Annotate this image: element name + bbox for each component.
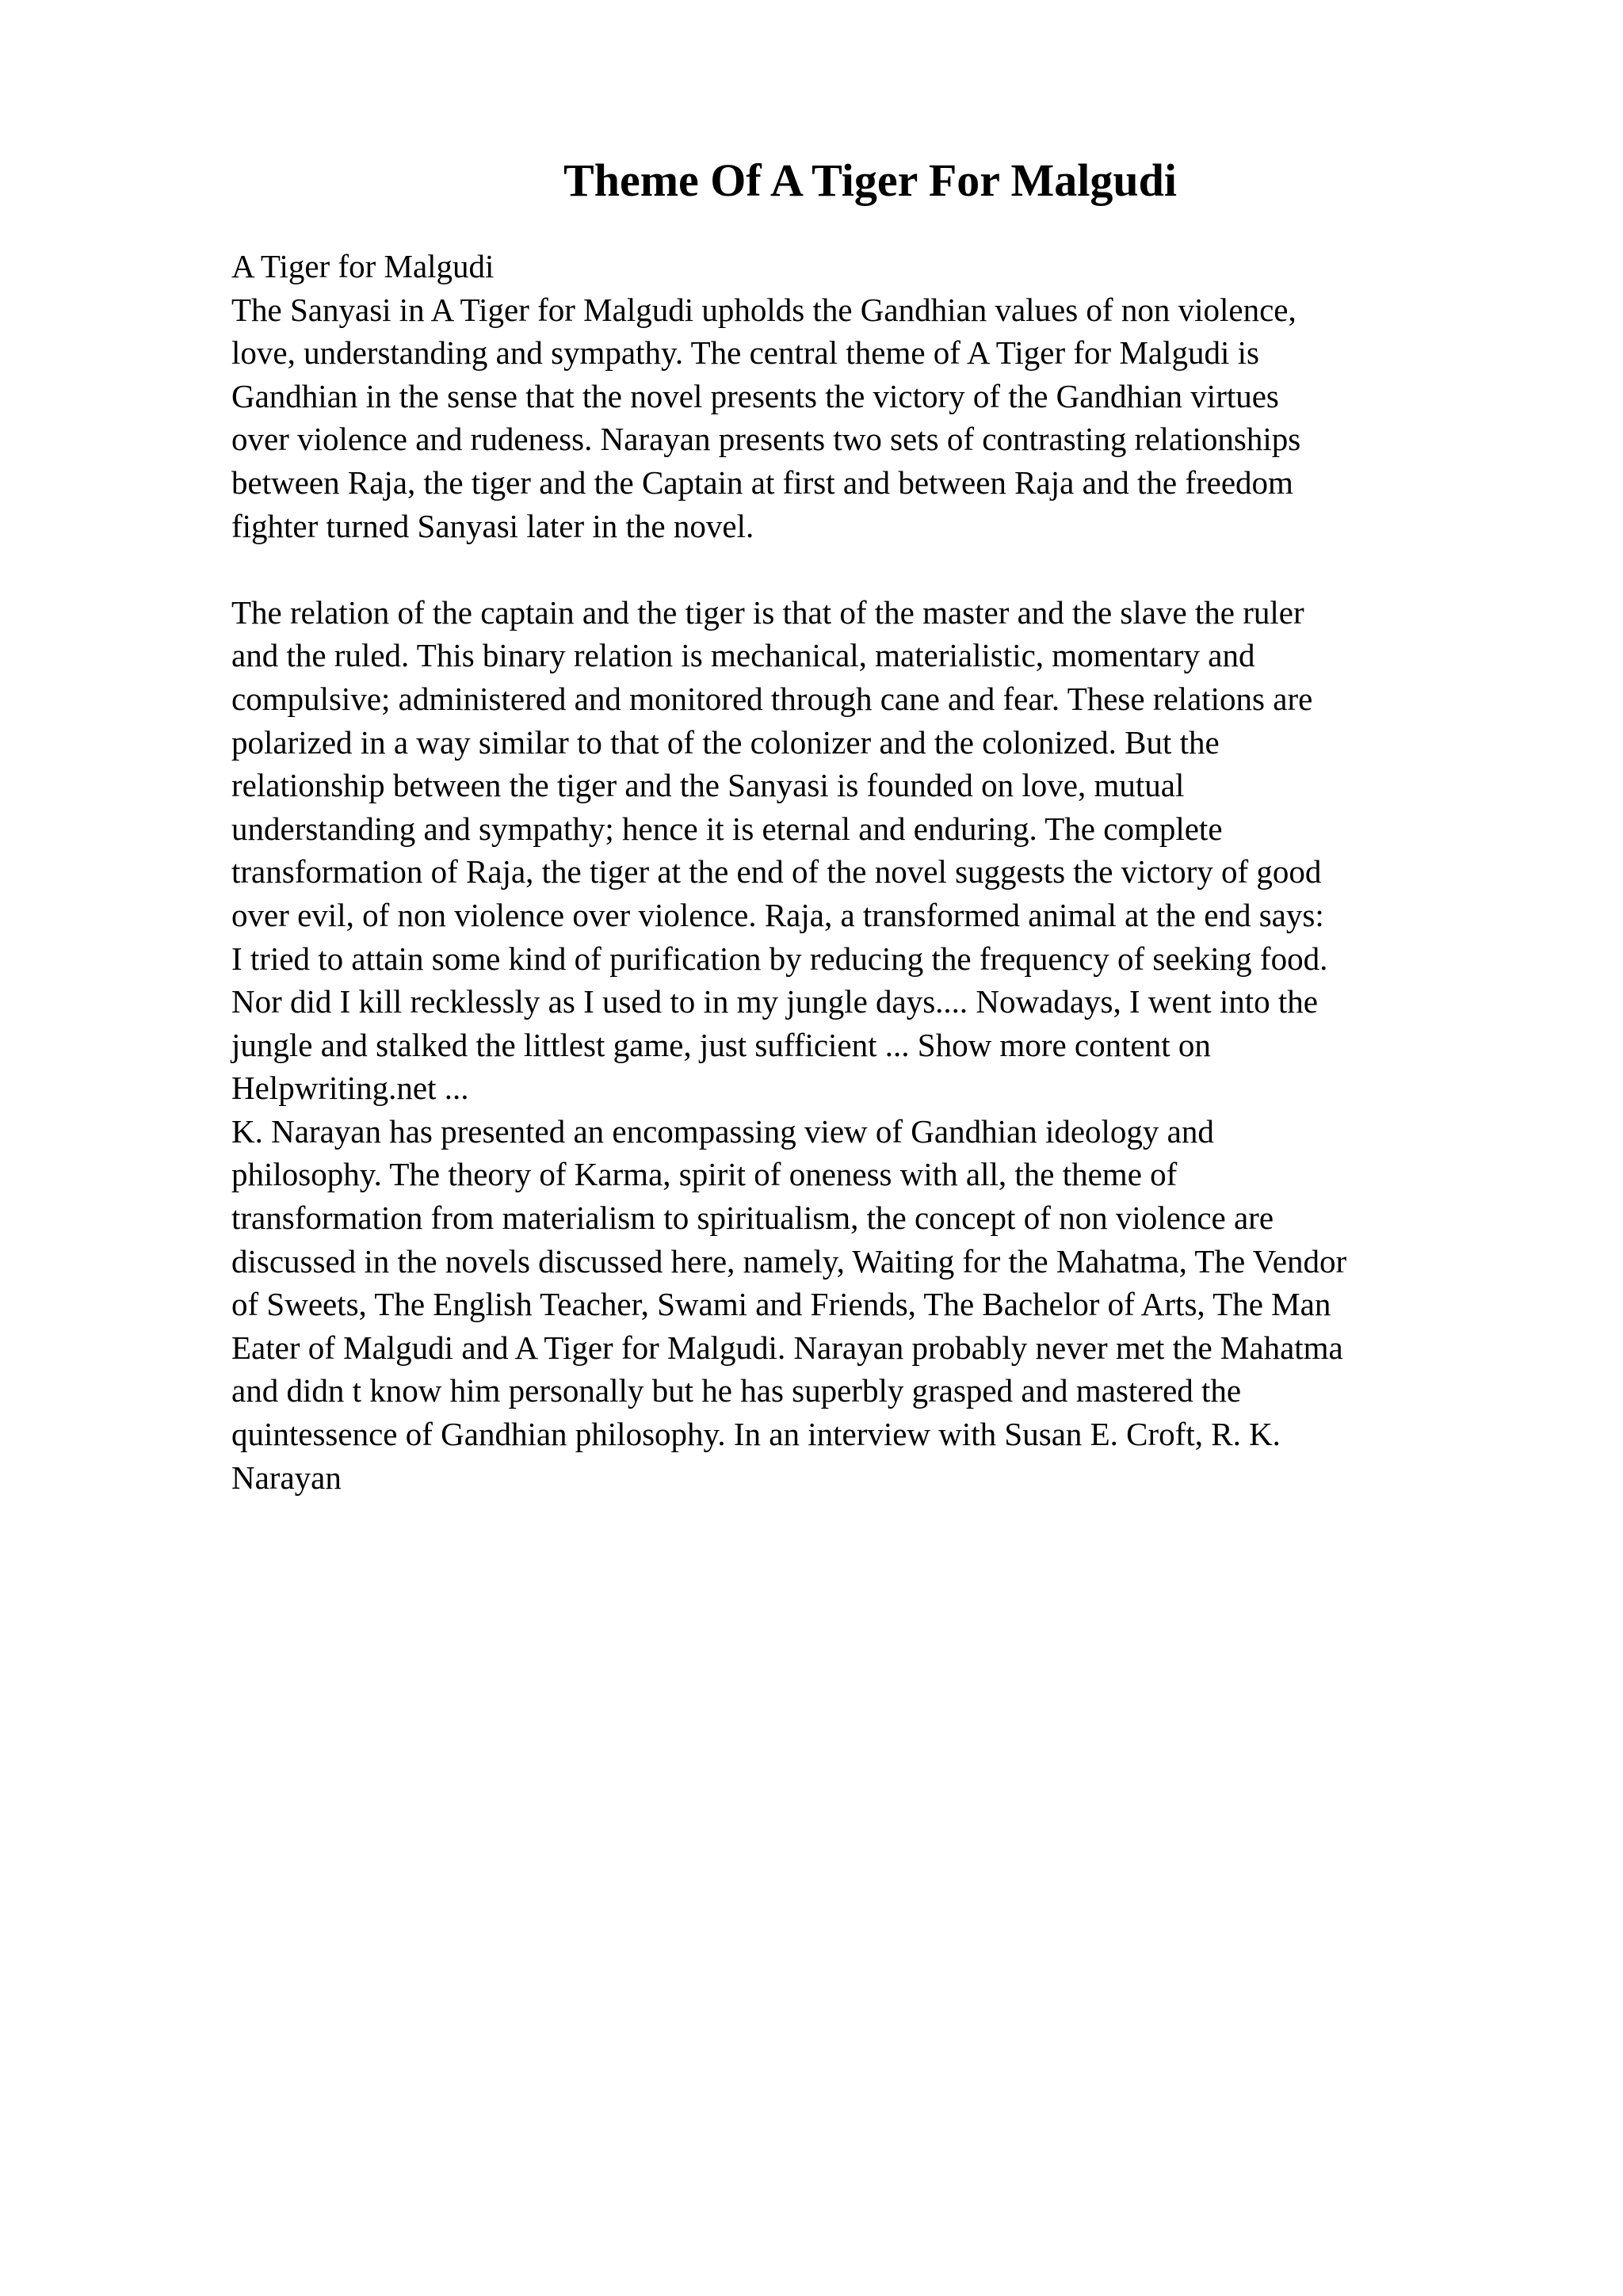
text-line: between Raja, the tiger and the Captain at first and between Raja and the freedom bbox=[231, 463, 1293, 501]
text-line: Helpwriting.net ... bbox=[231, 1070, 469, 1107]
text-line: polarized in a way similar to that of the colonizer and the colonized. But the bbox=[231, 723, 1220, 761]
paragraph-gap bbox=[231, 547, 1531, 591]
text-line: fighter turned Sanyasi later in the novel. bbox=[231, 507, 754, 544]
text-line: The Sanyasi in A Tiger for Malgudi upholds the Gandhian values of non violence, bbox=[231, 291, 1296, 328]
text-line: and didn t know him personally but he has superbly grasped and mastered the bbox=[231, 1372, 1242, 1409]
text-line: of Sweets, The English Teacher, Swami and Friends, The Bachelor of Arts, The Man bbox=[231, 1286, 1331, 1323]
text-line: quintessence of Gandhian philosophy. In an interview with Susan E. Croft, R. K. bbox=[231, 1416, 1281, 1453]
text-line: Narayan bbox=[231, 1459, 342, 1496]
text-line: philosophy. The theory of Karma, spirit of oneness with all, the theme of bbox=[231, 1156, 1178, 1193]
text-line: and the ruled. This binary relation is mechanical, materialistic, momentary and bbox=[231, 637, 1255, 674]
paragraph-2 bbox=[231, 591, 1531, 1499]
text-line: transformation from materialism to spiritualism, the concept of non violence are bbox=[231, 1199, 1274, 1237]
text-line: Eater of Malgudi and A Tiger for Malgudi. Narayan probably never met the Mahatma bbox=[231, 1329, 1343, 1366]
text-line: over evil, of non violence over violence. Raja, a transformed animal at the end says: bbox=[231, 896, 1324, 933]
text-line: I tried to attain some kind of purification by reducing the frequency of seeking food. bbox=[231, 940, 1328, 977]
paragraph-1 bbox=[231, 245, 1531, 547]
document-body bbox=[231, 245, 1531, 1499]
text-line: The relation of the captain and the tiger is that of the master and the slave the ruler bbox=[231, 593, 1304, 631]
text-line: compulsive; administered and monitored through cane and fear. These relations are bbox=[231, 680, 1313, 717]
text-line: relationship between the tiger and the Sanyasi is founded on love, mutual bbox=[231, 767, 1185, 804]
text-line: A Tiger for Malgudi bbox=[231, 248, 495, 284]
text-line: transformation of Raja, the tiger at the end of the novel suggests the victory of good bbox=[231, 853, 1322, 891]
document-title: Theme Of A Tiger For Malgudi bbox=[563, 154, 1177, 206]
text-line: discussed in the novels discussed here, namely, Waiting for the Mahatma, The Vendor bbox=[231, 1242, 1347, 1280]
text-line: over violence and rudeness. Narayan presents two sets of contrasting relationships bbox=[231, 421, 1301, 458]
text-line: understanding and sympathy; hence it is eternal and enduring. The complete bbox=[231, 810, 1223, 847]
text-line: jungle and stalked the littlest game, just sufficient ... Show more content on bbox=[231, 1026, 1211, 1063]
text-line: Nor did I kill recklessly as I used to in my jungle days.... Nowadays, I went into the bbox=[231, 983, 1318, 1020]
text-line: K. Narayan has presented an encompassing view of Gandhian ideology and bbox=[231, 1112, 1214, 1150]
text-line: love, understanding and sympathy. The central theme of A Tiger for Malgudi is bbox=[231, 334, 1259, 372]
text-line: Gandhian in the sense that the novel presents the victory of the Gandhian virtues bbox=[231, 377, 1279, 414]
